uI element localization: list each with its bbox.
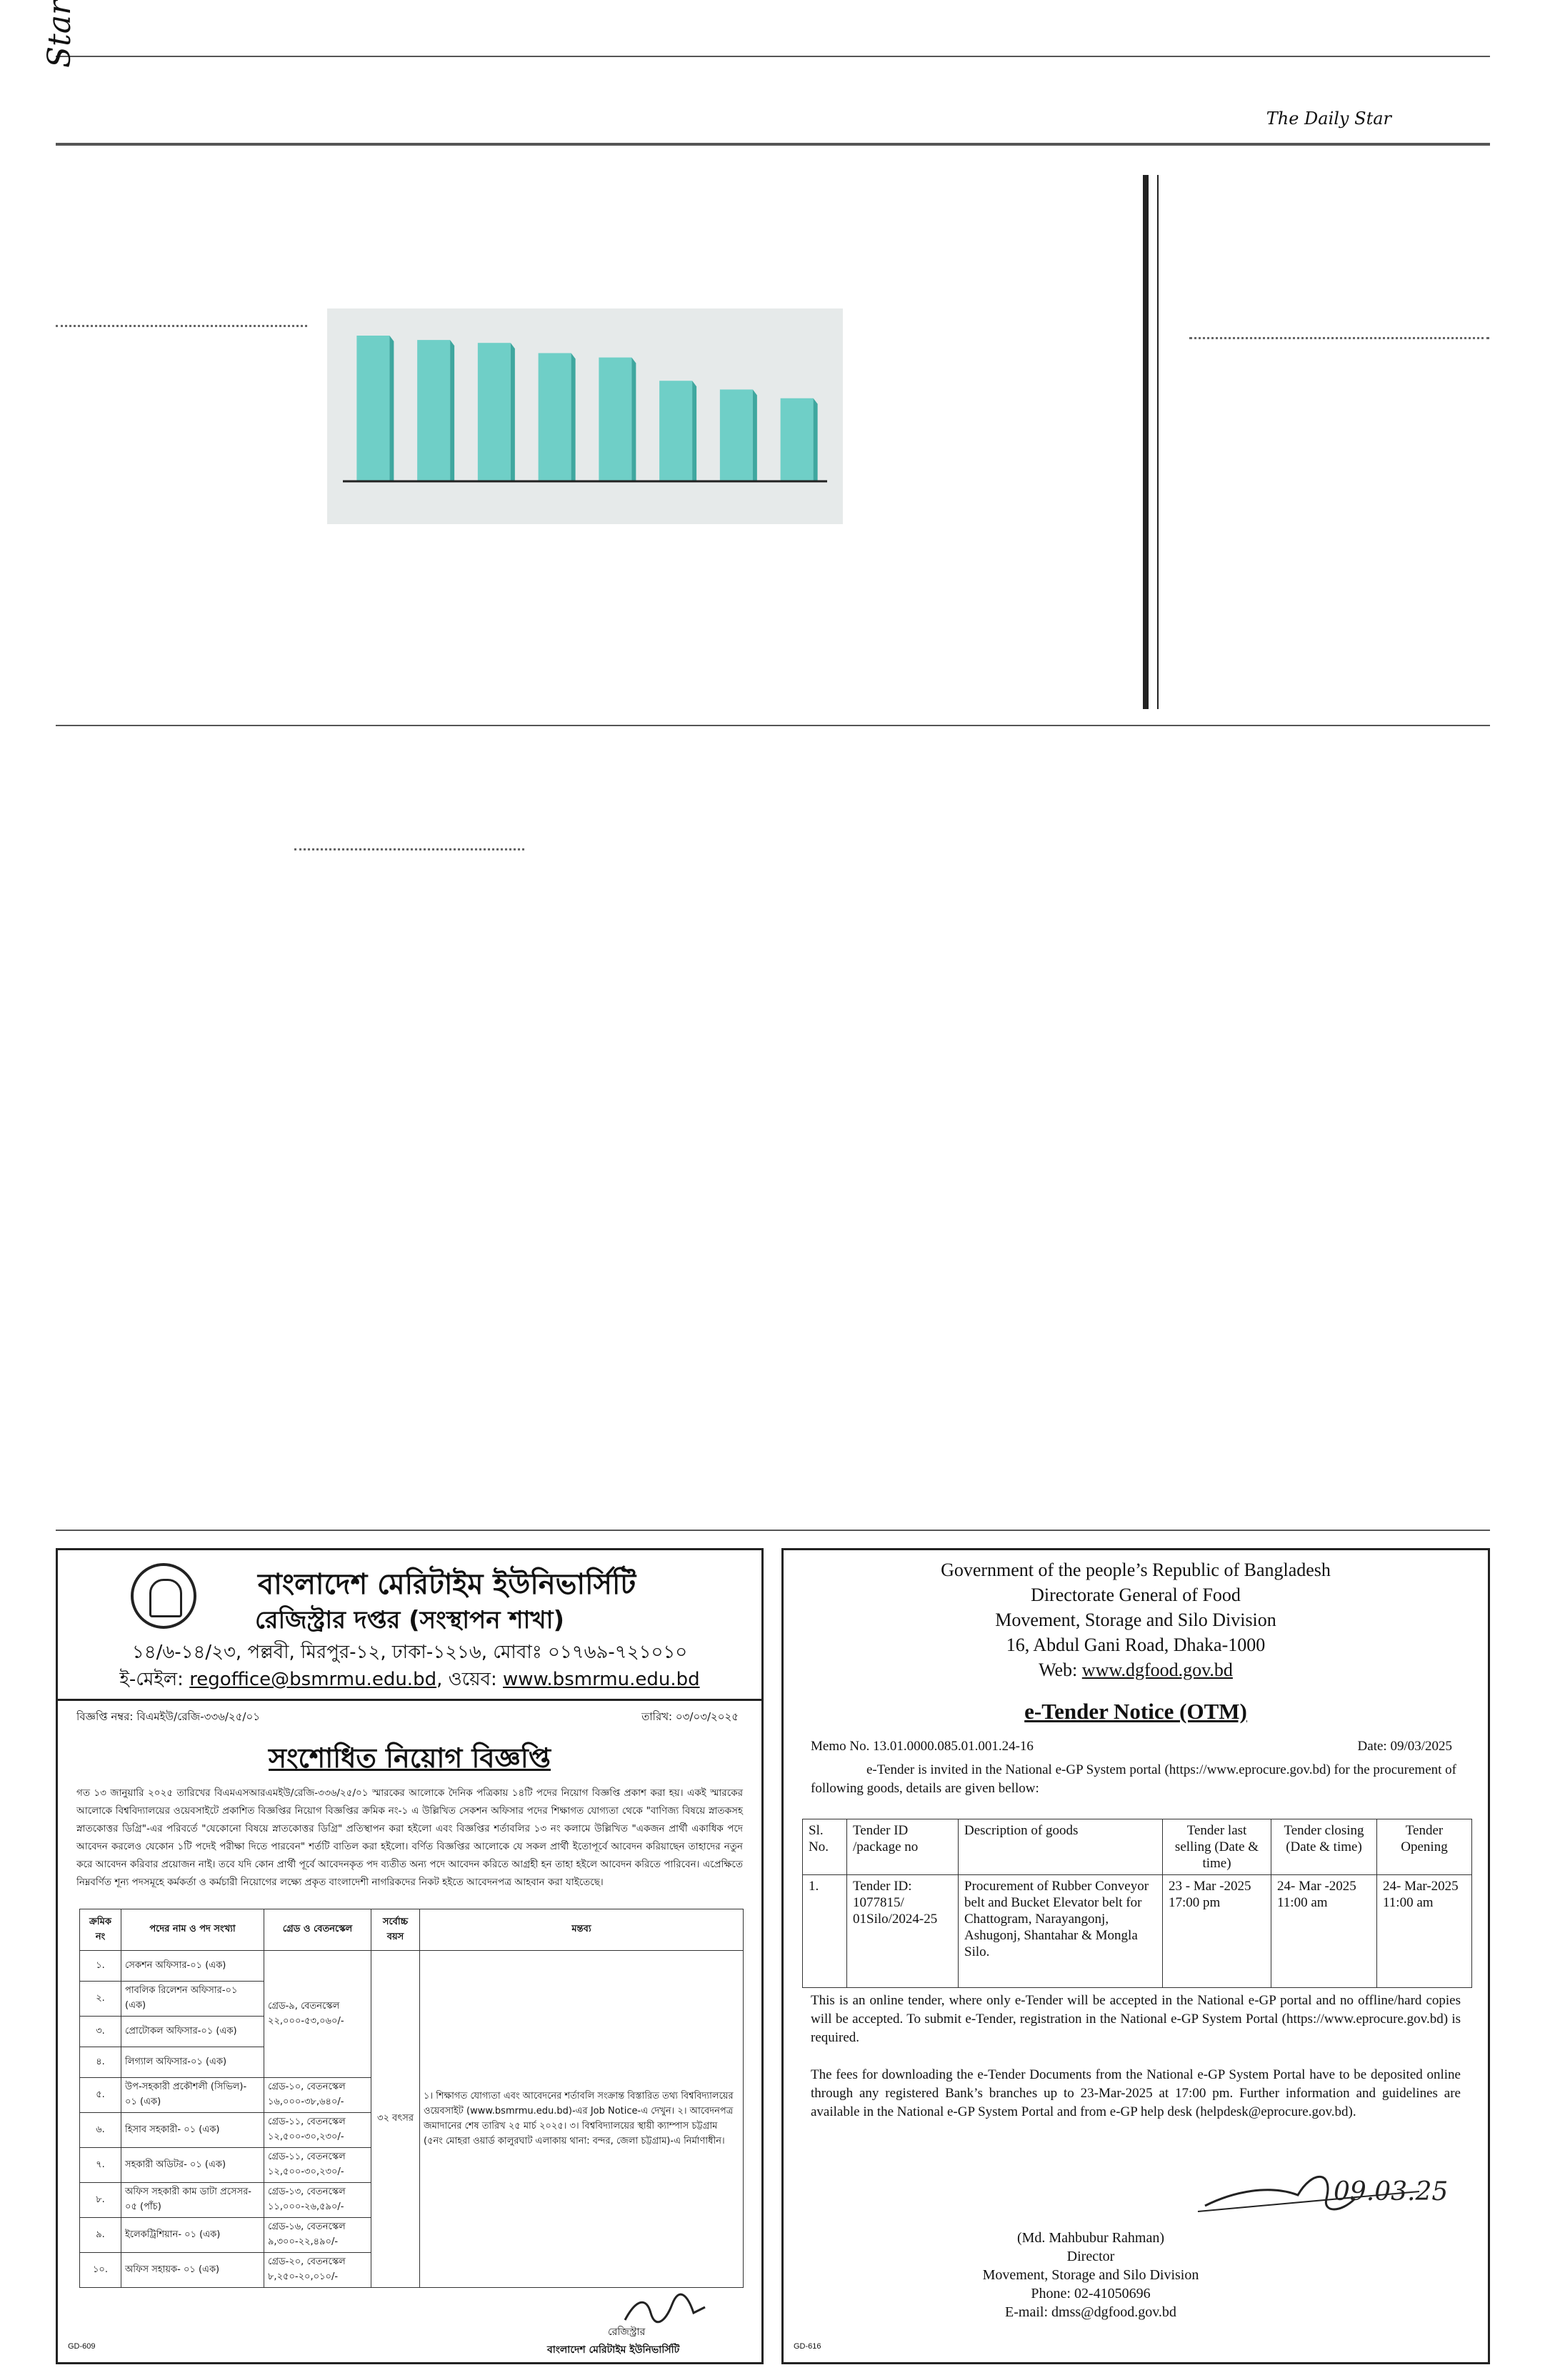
cell-serial: ৮.	[80, 2183, 121, 2218]
cell-grade: গ্রেড-১৩, বেতনস্কেল ১১,০০০-২৬,৫৯০/-	[264, 2183, 371, 2218]
signatory-email[interactable]: E-mail: dmss@dgfood.gov.bd	[1005, 2304, 1176, 2320]
notice-date: তারিখ: ০৩/০৩/২০২৫	[641, 1710, 739, 1723]
cell-serial: 1.	[803, 1875, 847, 1988]
notice-date: Date: 09/03/2025	[1357, 1739, 1452, 1754]
signatory-block	[784, 2229, 1398, 2321]
cell-serial: ৫.	[80, 2078, 121, 2113]
web-label: , ওয়েব:	[436, 1669, 497, 1690]
memo-number: বিজ্ঞপ্তি নম্বর: বিএমইউ/রেজি-৩৩৬/২৫/০১	[76, 1710, 260, 1723]
col-header-description: Description of goods	[959, 1819, 1163, 1875]
recruitment-notice-ad	[56, 1548, 764, 2364]
ad-code: GD-609	[68, 2342, 96, 2351]
cell-post: হিসাব সহকারী- ০১ (এক)	[121, 2113, 264, 2148]
notice-paragraph: গত ১৩ জানুয়ারি ২০২৫ তারিখের বিএমএসআরএমইউ/রেজি-৩৩৬/২৫/০১ স্মারকের আলোকে দৈনিক পত্রিকায় ১৪টি পদের নিয়োগ বিজ্ঞপ্তি প্রকাশ করা হয়। একই স্মারকের আলোকে বিশ্ববিদ্যালয়ের ওয়েবসাইটে প্রকাশিত বিজ্ঞপ্তির নিয়োগ বিজ্ঞপ্তির ক্রমিক নং-১ এ উল্লিখিত সেকশন অফিসার পদের শিক্ষাগত যোগ্যতা থেকে "বাণিজ্য বিষয়ে স্নাতকসহ স্নাতকোত্তর ডিগ্রি"-এর পরিবর্তে "যেকোনো বিষয়ে স্নাতকোত্তর ডিগ্রি" প্রতিস্থাপন করা হইলো এবং বিজ্ঞপ্তির শর্তাবলির ১৩ নং কলামে উল্লিখিত "একজন প্রার্থী একাধিক পদে আবেদন করলেও যেকোন ১টি পদেই পরীক্ষা দিতে পারবেন" শর্তটি বাতিল করা হইলো। বর্ণিত বিজ্ঞপ্তির আলোকে যে সকল প্রার্থী ইতোপূর্বে আবেদন করিয়াছেন তাহাদের নতুন করে আবেদন করিবার প্রয়োজন নাই। তবে যদি কোন প্রার্থী পূর্বে আবেদনকৃত পদ ব্যতীত অন্য পদে আবেদন করিতে আগ্রহী হন তাহা হইলে আবেদন করিতে পারিবেন। এপ্রেক্ষিতে নিম্নবর্ণিত শূন্য পদসমূহে কর্মকর্তা ও কর্মচারী নিয়োগের লক্ষ্যে প্রকৃত বাংলাদেশী নাগরিকদের নিকট হইতে আবেদনপত্র আহবান করা যাইতেছে।	[76, 1787, 743, 1888]
web-link[interactable]: www.dgfood.gov.bd	[1081, 1660, 1233, 1680]
cell-serial: ৬.	[80, 2113, 121, 2148]
web-label: Web:	[1039, 1660, 1082, 1680]
chart-bar	[356, 336, 394, 481]
signatory-org: বাংলাদেশ মেরিটাইম ইউনিভার্সিটি	[547, 2344, 680, 2356]
cell-grade: গ্রেড-১১, বেতনস্কেল ১২,৫০০-৩০,২৩০/-	[264, 2113, 371, 2148]
col-header-serial: Sl. No.	[803, 1819, 847, 1875]
chart-bar	[599, 358, 636, 481]
cell-age: ৩২ বৎসর	[371, 1951, 420, 2288]
dept-name: রেজিস্ট্রার দপ্তর (সংস্থাপন শাখা)	[254, 1606, 565, 1635]
chart-bar	[478, 343, 515, 481]
cell-grade: গ্রেড-১০, বেতনস্কেল ১৬,০০০-৩৮,৬৪০/-	[264, 2078, 371, 2113]
col-header-remarks: মন্তব্য	[420, 1909, 744, 1951]
ads-rule	[56, 1530, 1490, 1531]
signature-date: 09.03.25	[1334, 2177, 1449, 2206]
cell-post: সেকশন অফিসার-০১ (এক)	[121, 1951, 264, 1982]
col-header-serial: ক্রমিক নং	[80, 1909, 121, 1951]
col-header-age: সর্বোচ্চ বয়স	[371, 1909, 420, 1951]
header-line-directorate: Directorate General of Food	[1031, 1585, 1241, 1605]
cell-post: পাবলিক রিলেশন অফিসার-০১ (এক)	[121, 1982, 264, 2017]
masthead-rule	[56, 143, 1490, 146]
address: ১৪/৬-১৪/২৩, পল্লবী, মিরপুর-১২, ঢাকা-১২১৬, মোবাঃ ০১৭৬৯-৭২১০১০	[131, 1642, 688, 1663]
cell-post: অফিস সহায়ক- ০১ (এক)	[121, 2253, 264, 2288]
cell-serial: ৯.	[80, 2218, 121, 2253]
cell-grade: গ্রেড-২০, বেতনস্কেল ৮,২৫০-২০,০১০/-	[264, 2253, 371, 2288]
intro-paragraph: e-Tender is invited in the National e-GP System portal (https://www.eprocure.gov.bd) for the procurement of following goods, details are given bellow:	[811, 1762, 1456, 1796]
col-header-grade: গ্রেড ও বেতনস্কেল	[264, 1909, 371, 1951]
cell-post: উপ-সহকারী প্রকৌশলী (সিভিল)- ০১ (এক)	[121, 2078, 264, 2113]
header-separator	[58, 1699, 761, 1701]
chart-bar	[781, 398, 818, 481]
cell-post: ইলেকট্রিশিয়ান- ০১ (এক)	[121, 2218, 264, 2253]
header-line-address: 16, Abdul Gani Road, Dhaka-1000	[1006, 1635, 1266, 1655]
cell-grade: গ্রেড-১৬, বেতনস্কেল ৯,৩০০-২২,৪৯০/-	[264, 2218, 371, 2253]
fees-paragraph: The fees for downloading the e-Tender Documents from the National e-GP System Portal have to be deposited online through any registered Bank’s branches up to 23-Mar-2025 at 17:00 pm. Further information and guidelines are available in the National e-GP System Portal and from e-GP help desk (helpdesk@eprocure.gov.bd).	[811, 2067, 1461, 2119]
signatory-title: Director	[1066, 2249, 1115, 2264]
cell-serial: ২.	[80, 1982, 121, 2017]
col-header-opening: Tender Opening	[1377, 1819, 1472, 1875]
signatory-phone: Phone: 02-41050696	[1031, 2286, 1151, 2301]
top-rule	[56, 56, 1490, 57]
cell-serial: ১.	[80, 1951, 121, 1982]
col-header-tender-id: Tender ID /package no	[847, 1819, 959, 1875]
online-tender-paragraph: This is an online tender, where only e-Tender will be accepted in the National e-GP portal and no offline/hard copies will be accepted. To submit e-Tender, registration in the National e-GP System Portal (https://www.eprocure.gov.bd) is required.	[811, 1993, 1461, 2045]
contact-line	[58, 1665, 761, 1696]
email-link[interactable]: regoffice@bsmrmu.edu.bd	[189, 1669, 437, 1690]
cell-grade: গ্রেড-৯, বেতনস্কেল ২২,০০০-৫৩,০৬০/-	[264, 1951, 371, 2078]
tender-table	[802, 1819, 1472, 1988]
signatory-title: রেজিস্ট্রার	[608, 2326, 646, 2338]
chart-bar	[417, 340, 454, 481]
cell-post: সহকারী অডিটর- ০১ (এক)	[121, 2148, 264, 2183]
signatory-name: (Md. Mahbubur Rahman)	[1016, 2230, 1165, 2246]
cell-opening: 24- Mar-2025 11:00 am	[1377, 1875, 1472, 1988]
header-line-division: Movement, Storage and Silo Division	[995, 1610, 1276, 1630]
dotted-divider	[294, 848, 524, 850]
cell-serial: ৭.	[80, 2148, 121, 2183]
cell-last-selling: 23 - Mar -2025 17:00 pm	[1163, 1875, 1271, 1988]
notice-title: সংশোধিত নিয়োগ বিজ্ঞপ্তি	[269, 1742, 551, 1774]
brand-logo: The Daily Star	[1266, 109, 1391, 129]
posts-table	[79, 1909, 744, 2288]
col-header-last-selling: Tender last selling (Date & time)	[1163, 1819, 1271, 1875]
col-header-closing: Tender closing (Date & time)	[1271, 1819, 1377, 1875]
memo-number: Memo No. 13.01.0000.085.01.001.24-16	[811, 1739, 1034, 1754]
email-label: ই-মেইল:	[119, 1669, 184, 1690]
dotted-divider	[1189, 337, 1489, 339]
cell-tender-id: Tender ID: 1077815/ 01Silo/2024-25	[847, 1875, 959, 1988]
cell-closing: 24- Mar -2025 11:00 am	[1271, 1875, 1377, 1988]
cell-description: Procurement of Rubber Conveyor belt and Bucket Elevator belt for Chattogram, Narayangonj, Ashugonj, Shantahar & Mongla Silo.	[959, 1875, 1163, 1988]
section-logo: Star	[41, 0, 78, 68]
chart-bar	[659, 381, 696, 481]
column-divider	[1143, 175, 1149, 709]
org-name: বাংলাদেশ মেরিটাইম ইউনিভার্সিটি	[258, 1568, 636, 1601]
col-header-post: পদের নাম ও পদ সংখ্যা	[121, 1909, 264, 1951]
cell-serial: ৪.	[80, 2047, 121, 2078]
cell-serial: ১০.	[80, 2253, 121, 2288]
notice-title: e-Tender Notice (OTM)	[1024, 1699, 1247, 1724]
cell-post: অফিস সহকারী কাম ডাটা প্রসেসর- ০৫ (পাঁচ)	[121, 2183, 264, 2218]
cell-grade: গ্রেড-১১, বেতনস্কেল ১২,৫০০-৩০,২৩০/-	[264, 2148, 371, 2183]
cell-post: প্রোটোকল অফিসার-০১ (এক)	[121, 2017, 264, 2047]
chart-bar	[539, 353, 576, 481]
section-rule	[56, 725, 1490, 726]
web-link[interactable]: www.bsmrmu.edu.bd	[503, 1669, 700, 1690]
table-row	[80, 1951, 744, 1982]
cell-post: লিগ্যাল অফিসার-০১ (এক)	[121, 2047, 264, 2078]
bar-chart-svg	[327, 308, 843, 524]
table-row	[803, 1875, 1472, 1988]
column-divider-thin	[1157, 175, 1159, 709]
tender-notice-ad	[781, 1548, 1490, 2364]
signatory-division: Movement, Storage and Silo Division	[982, 2267, 1199, 2283]
ad-code: GD-616	[794, 2342, 821, 2351]
cell-remarks: ১। শিক্ষাগত যোগ্যতা এবং আবেদনের শর্তাবলি সংক্রান্ত বিস্তারিত তথ্য বিশ্ববিদ্যালয়ের ওয়েবসাইট (www.bsmrmu.edu.bd)-এর Job Notice-এ দেখুন। ২। আবেদনপত্র জমাদানের শেষ তারিখ ২৫ মার্চ ২০২৫। ৩। বিশ্ববিদ্যালয়ের স্থায়ী ক্যাম্পাস চট্টগ্রাম (৫নং মোহরা ওয়ার্ড কালুরঘাট এলাকায় থানা: বন্দর, জেলা চট্টগ্রাম)-এ নির্মাণাধীন।	[420, 1951, 744, 2288]
director-signature	[1191, 2163, 1449, 2227]
bar-chart	[327, 308, 843, 524]
header-line-web	[784, 1657, 1488, 1682]
chart-bar	[720, 389, 757, 481]
header-line-gov: Government of the people’s Republic of Bangladesh	[941, 1560, 1331, 1580]
registrar-signature	[622, 2291, 708, 2326]
dotted-divider	[56, 325, 307, 327]
cell-serial: ৩.	[80, 2017, 121, 2047]
